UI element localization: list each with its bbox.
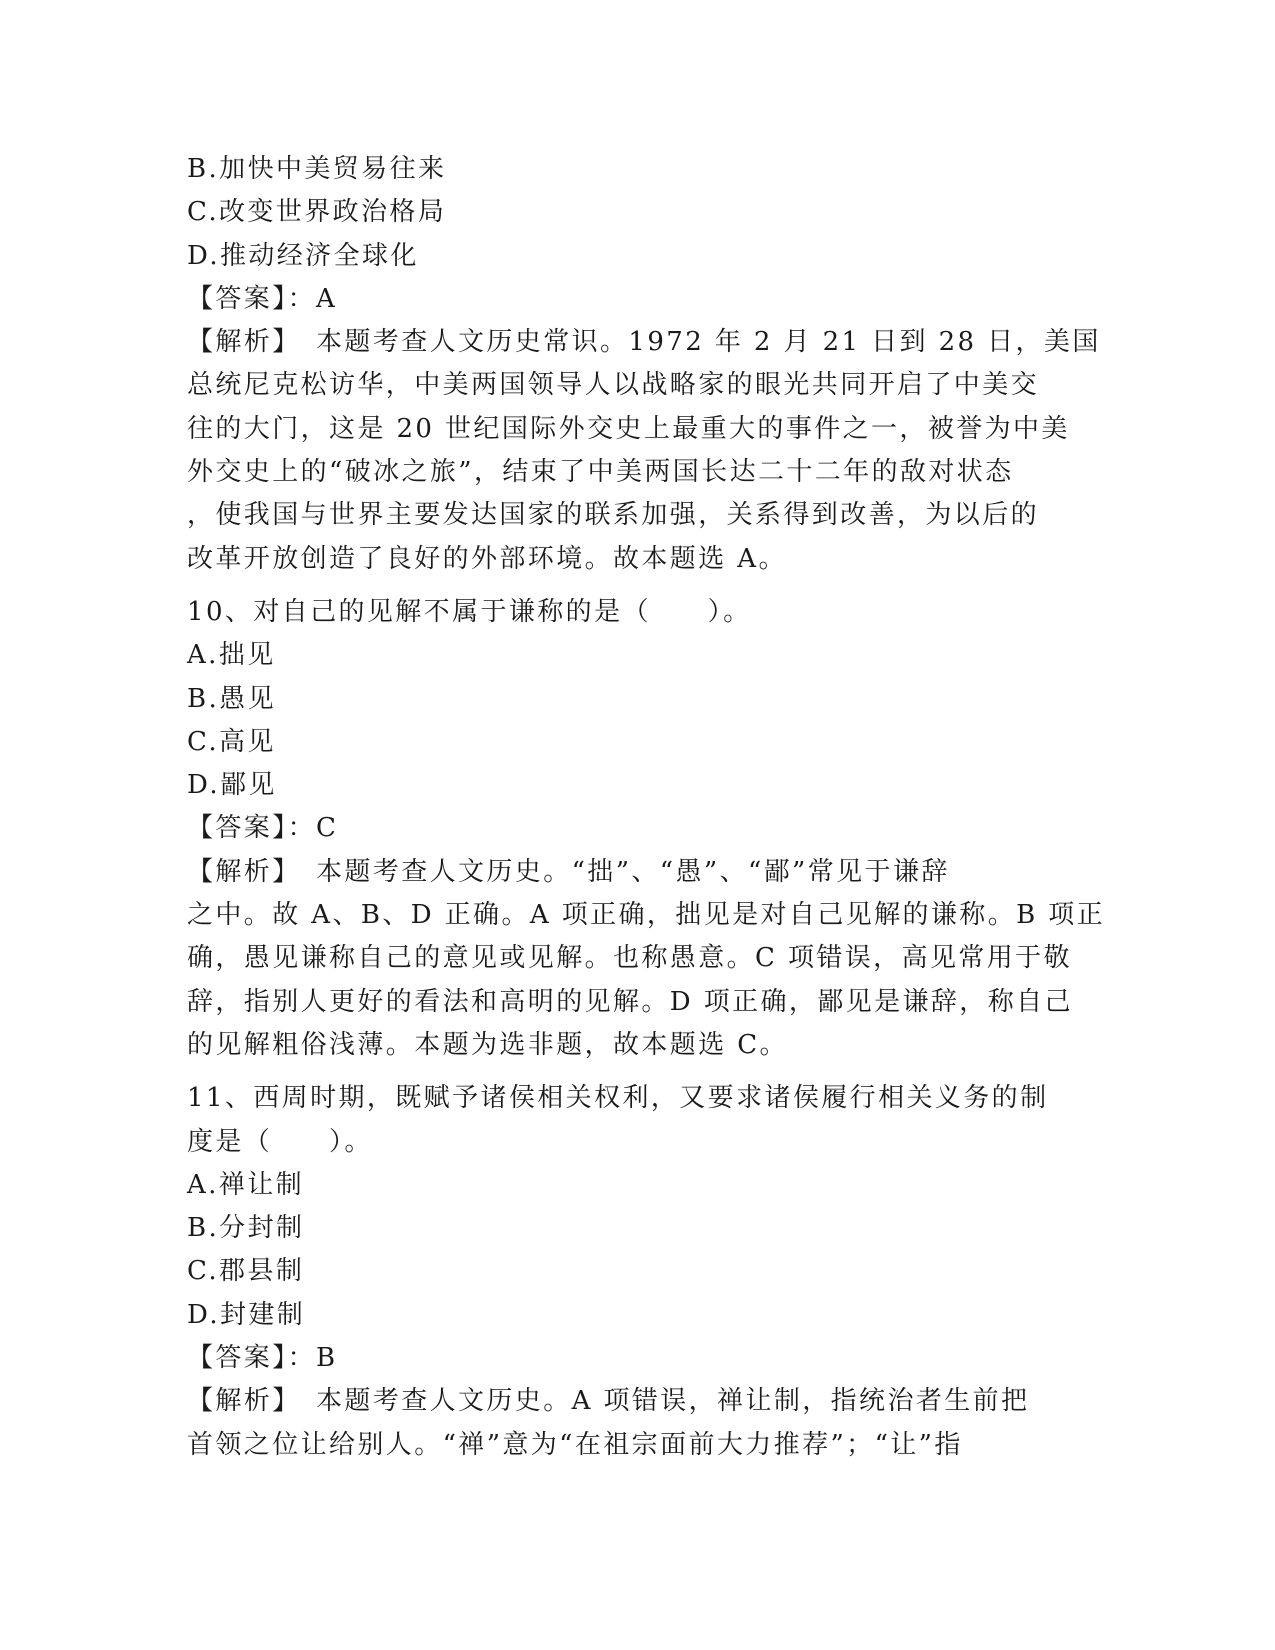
q9-analysis-line: 外交史上的“破冰之旅”，结束了中美两国长达二十二年的敌对状态: [187, 457, 1014, 488]
q9-analysis-line: 改革开放创造了良好的外部环境。故本题选 A。: [187, 543, 787, 574]
q11-question-line: 度是（ ）。: [187, 1126, 373, 1157]
q10-question: 10、对自己的见解不属于谦称的是（ ）。: [187, 596, 752, 627]
q11-option-b: B.分封制: [187, 1213, 305, 1244]
q9-analysis-line: ，使我国与世界主要发达国家的联系加强，关系得到改善，为以后的: [187, 500, 1040, 531]
q10-answer: 【答案】：C: [187, 813, 339, 844]
q10-option-b: B.愚见: [187, 683, 276, 714]
question-11-block: [187, 1077, 1087, 1467]
q9-answer: 【答案】：A: [187, 283, 338, 314]
q9-option-b: B.加快中美贸易往来: [187, 154, 447, 184]
q9-option-d: D.推动经济全球化: [187, 240, 419, 271]
q10-analysis-line: 辞，指别人更好的看法和高明的见解。D 项正确，鄙见是谦辞，称自己: [187, 986, 1073, 1017]
question-spacer: [187, 1067, 1087, 1077]
q11-option-d: D.封建制: [187, 1299, 306, 1330]
q10-option-a: A.拙见: [187, 640, 276, 671]
q11-analysis-line: 【解析】 本题考查人文历史。A 项错误，禅让制，指统治者生前把: [187, 1386, 1030, 1417]
q11-question-line: 11、西周时期，既赋予诸侯相关权利，又要求诸侯履行相关义务的制: [187, 1083, 1049, 1114]
q11-option-a: A.禅让制: [187, 1169, 305, 1200]
q10-analysis-line: 的见解粗俗浅薄。本题为选非题，故本题选 C。: [187, 1029, 788, 1060]
q11-option-c: C.郡县制: [187, 1256, 305, 1287]
q10-option-c: C.高见: [187, 726, 276, 757]
question-spacer: [187, 581, 1087, 591]
q11-analysis-line: 首领之位让给别人。“禅”意为“在祖宗面前大力推荐”；“让”指: [187, 1429, 963, 1460]
q9-option-c: C.改变世界政治格局: [187, 197, 447, 228]
question-10-block: [187, 591, 1106, 1067]
q10-option-d: D.鄙见: [187, 770, 277, 801]
q10-analysis-line: 之中。故 A、B、D 正确。A 项正确，拙见是对自己见解的谦称。B 项正: [187, 900, 1106, 931]
q10-analysis-line: 确，愚见谦称自己的意见或见解。也称愚意。C 项错误，高见常用于敬: [187, 943, 1072, 974]
q10-analysis-line: 【解析】 本题考查人文历史。“拙”、“愚”、“鄙”常见于谦辞: [187, 856, 950, 887]
question-9-block: [187, 148, 1101, 581]
q9-analysis-line: 【解析】 本题考查人文历史常识。1972 年 2 月 21 日到 28 日，美国: [187, 327, 1101, 358]
q11-answer: 【答案】：B: [187, 1343, 338, 1374]
page-content: [187, 148, 1106, 1467]
q9-analysis-line: 总统尼克松访华，中美两国领导人以战略家的眼光共同开启了中美交: [187, 370, 1040, 401]
q9-analysis-line: 往的大门，这是 20 世纪国际外交史上最重大的事件之一，被誉为中美: [187, 413, 1070, 444]
